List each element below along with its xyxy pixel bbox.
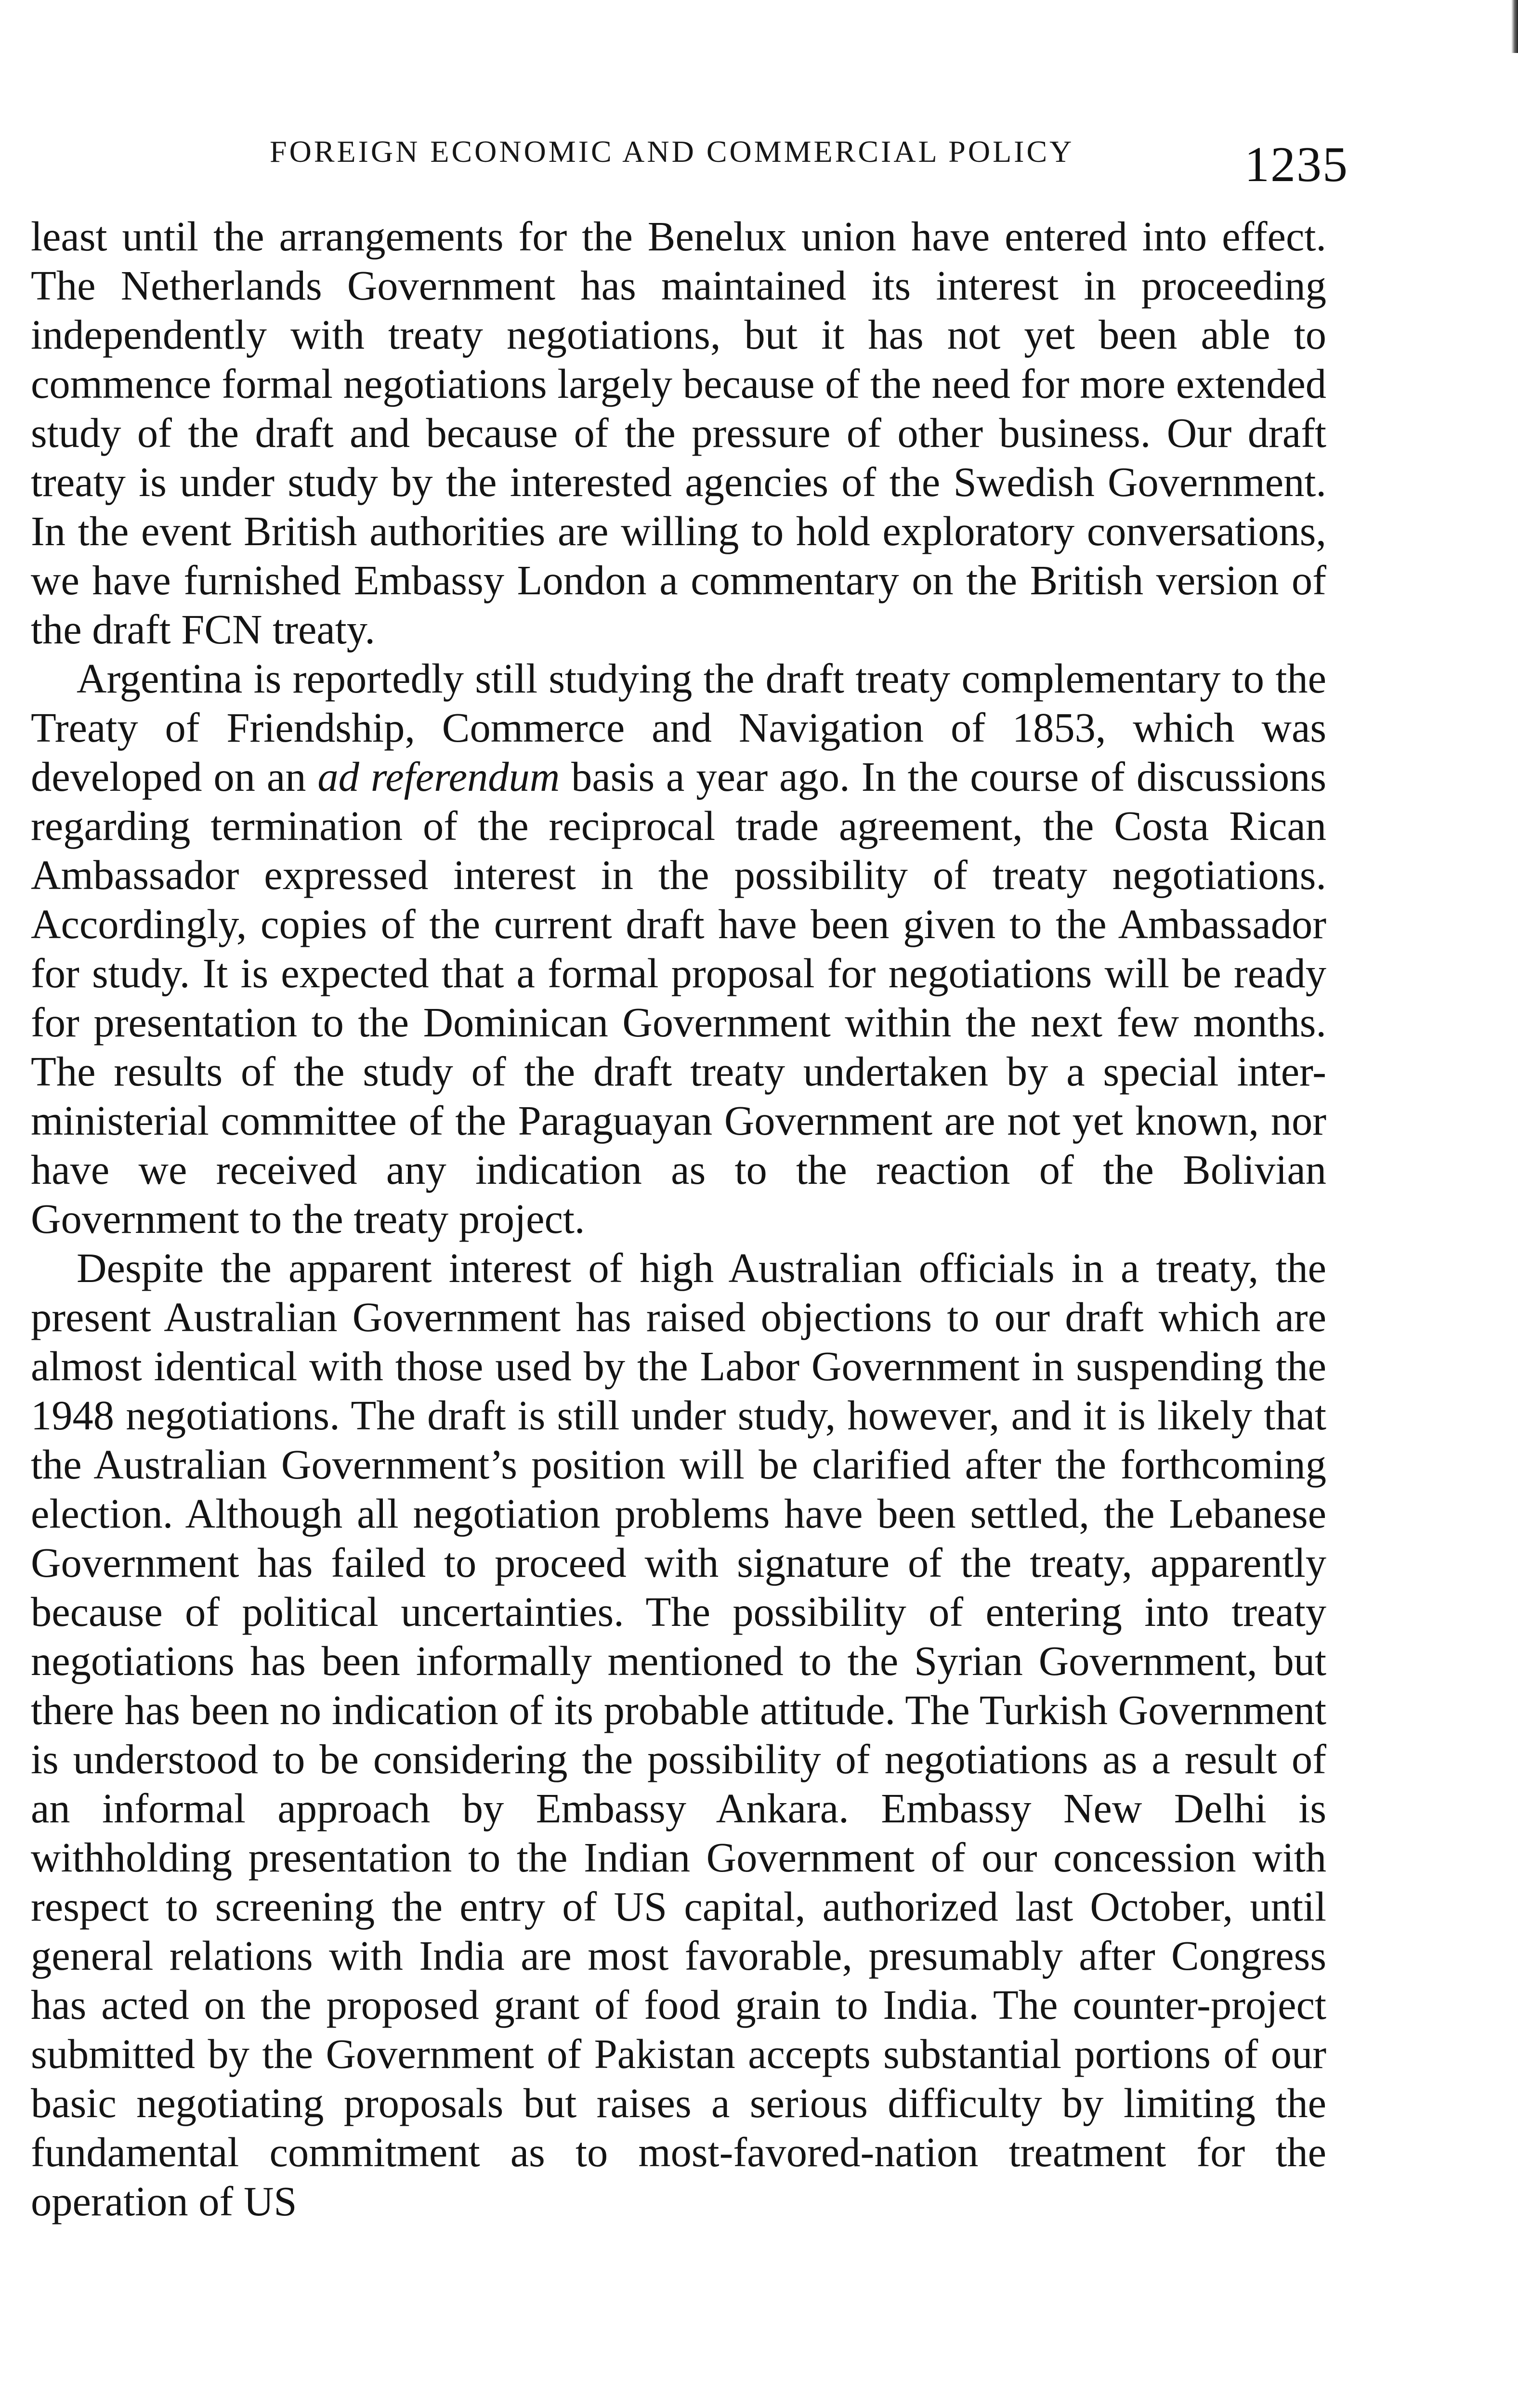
paragraph-text: basis a year ago. In the course of discussions regarding termination of the reciprocal trade agreement, the Costa Rican Ambassador expressed interest in the possibility of treaty negotiations. Accordingly, copies of the current draft have been given to the Ambassador for study. It is expected that a formal proposal for negotiations will be ready for presentation to the Dominican Government within the next few months. The results of the study of the draft treaty undertaken by a special inter-ministerial committee of the Paraguayan Government are not yet known, nor have we received any indication as to the reaction of the Bolivian Government to the treaty project. bbox=[31, 754, 1326, 1242]
page-number: 1235 bbox=[1244, 137, 1348, 192]
paragraph-australia-asia: Despite the apparent interest of high Australian officials in a treaty, the present Australian Government has raised objections to our draft which are almost identical with those used by the Labor Government in suspending the 1948 negotiations. The draft is still under study, however, and it is likely that the Australian Government’s position will be clarified after the forthcoming election. Although all negotiation problems have been settled, the Lebanese Government has failed to proceed with signature of the treaty, apparently because of political uncertainties. The possibility of entering into treaty negotiations has been informally mentioned to the Syrian Government, but there has been no indication of its probable attitude. The Turkish Government is understood to be considering the possibility of negotiations as a result of an informal approach by Embassy Ankara. Embassy New Delhi is withholding presentation to the Indian Government of our concession with respect to screening the entry of US capital, authorized last October, until general relations with India are most favorable, presumably after Congress has acted on the proposed grant of food grain to India. The counter-project submitted by the Government of Pakistan accepts substantial portions of our basic negotiating proposals but raises a serious difficulty by limiting the fundamental commitment as to most-favored-nation treatment for the operation of US bbox=[31, 1245, 1326, 2225]
paragraph-text: Argentina is reportedly still studying the draft treaty complementary to the Treaty of Friendship, Commerce and Navigation of 1853, which was developed on an bbox=[31, 655, 1326, 800]
page-edge-shadow bbox=[1511, 0, 1518, 53]
running-header: FOREIGN ECONOMIC AND COMMERCIAL POLICY bbox=[270, 134, 1074, 169]
body-text bbox=[31, 212, 1326, 2226]
paragraph-latin-america bbox=[31, 654, 1326, 1243]
italic-phrase: ad referendum bbox=[317, 754, 560, 800]
paragraph-netherlands-sweden-britain: least until the arrangements for the Benelux union have entered into effect. The Netherlands Government has maintained its interest in proceeding independently with treaty negotiations, but it has not yet been able to commence formal negotiations largely because of the need for more extended study of the draft and because of the pressure of other business. Our draft treaty is under study by the interested agencies of the Swedish Government. In the event British authorities are willing to hold exploratory conversations, we have furnished Embassy London a commentary on the British version of the draft FCN treaty. bbox=[31, 213, 1326, 653]
